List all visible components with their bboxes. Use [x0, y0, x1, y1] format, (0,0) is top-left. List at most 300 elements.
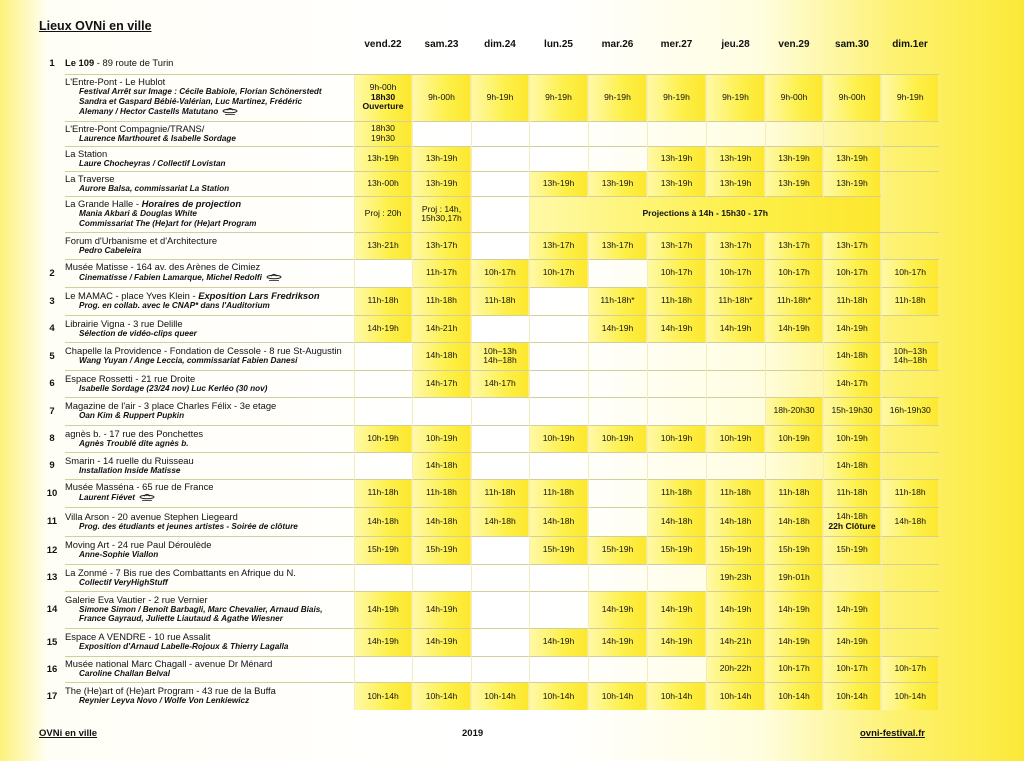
schedule-cell	[765, 591, 823, 628]
venue-subtitle	[65, 614, 354, 624]
schedule-time: 13h-17h	[601, 239, 634, 250]
schedule-time: 10h-14h	[836, 690, 868, 701]
schedule-cell	[881, 536, 939, 564]
schedule-cell	[529, 259, 588, 287]
schedule-time: 18h30	[371, 123, 395, 133]
schedule-time: 10h–13h	[893, 345, 927, 356]
schedule-time: 14h-17h	[836, 377, 868, 388]
venue-subtitle	[65, 301, 354, 311]
schedule-cell	[588, 507, 647, 536]
venue-name-text: Musée Matisse - 164 av. des Arènes de Cimiez	[65, 261, 261, 273]
venue-number: 5	[49, 350, 55, 362]
schedule-cell	[647, 74, 706, 121]
venue-name	[65, 632, 354, 642]
schedule-cell	[354, 397, 412, 425]
schedule-cell	[471, 479, 529, 507]
venue-name-highlight: Horaires de projection	[141, 198, 242, 210]
schedule-cell	[354, 259, 412, 287]
venue-subtitle-text: Oan Kim & Ruppert Pupkin	[79, 411, 185, 420]
venue-info	[65, 171, 354, 196]
venue-subtitle	[65, 384, 354, 394]
schedule-cell	[647, 315, 706, 342]
venue-name-text: La Grande Halle -	[65, 198, 142, 210]
footer-website-link[interactable]: ovni-festival.fr	[860, 728, 925, 739]
venue-name	[65, 319, 354, 329]
schedule-cell	[647, 259, 706, 287]
venue-name	[65, 174, 354, 184]
schedule-cell	[706, 259, 765, 287]
venue-row	[39, 121, 939, 146]
schedule-cell	[881, 370, 939, 397]
venue-subtitle-text: Prog. en collab. avec le CNAP* dans l'Auditorium	[79, 301, 270, 310]
schedule-cell	[765, 171, 823, 196]
venue-subtitle-text: Laure Chocheyras / Collectif Lovistan	[79, 158, 226, 168]
schedule-time: 14h-18h	[425, 350, 458, 361]
venue-name-text: Librairie Vigna - 3 rue Delille	[65, 317, 183, 329]
venue-subtitle	[65, 550, 354, 560]
schedule-cell	[706, 74, 765, 121]
venue-name-text: Villa Arson - 20 avenue Stephen Liegeard	[65, 510, 238, 522]
venue-subtitle-text: Collectif VeryHighStuff	[79, 577, 168, 587]
schedule-time: 10h–13h	[483, 345, 517, 356]
schedule-cell	[354, 425, 412, 452]
schedule-time: Projections à 14h - 15h30 - 17h	[642, 208, 769, 219]
schedule-cell	[529, 232, 588, 259]
schedule-time: 11h-18h	[426, 295, 457, 306]
schedule-time: 13h-19h	[778, 152, 810, 163]
schedule-time: 9h-19h	[663, 91, 690, 102]
venue-name-text: agnès b. - 17 rue des Ponchettes	[65, 427, 204, 439]
schedule-cell	[765, 479, 823, 507]
schedule-time: 14h-19h	[660, 603, 693, 614]
venue-name	[65, 374, 354, 384]
venue-name-text: L'Entre-Pont Compagnie/TRANS/	[65, 122, 205, 134]
schedule-time: 15h-19h30	[831, 405, 873, 416]
schedule-cell	[412, 507, 471, 536]
schedule-cell	[529, 507, 588, 536]
schedule-time: 13h-00h	[367, 177, 399, 188]
venue-info	[65, 370, 354, 397]
schedule-cell	[529, 287, 588, 315]
venue-subtitle	[65, 246, 354, 256]
schedule-cell	[588, 564, 647, 591]
schedule-cell	[823, 452, 881, 479]
schedule-cell	[412, 342, 471, 370]
schedule-time: 10h-19h	[836, 432, 868, 443]
footer-left[interactable]: OVNi en ville	[39, 728, 98, 739]
schedule-time: 14h-18h	[542, 515, 575, 526]
schedule-cell	[471, 452, 529, 479]
venue-name	[65, 124, 354, 134]
schedule-time: 13h-19h	[660, 177, 693, 188]
venue-info	[65, 121, 354, 146]
schedule-time: 14h-19h	[836, 603, 868, 614]
schedule-cell	[706, 564, 765, 591]
venue-row	[39, 171, 939, 196]
schedule-time: 9h-19h	[722, 91, 749, 102]
schedule-time: 11h-18h*	[776, 295, 812, 306]
schedule-cell	[354, 146, 412, 171]
schedule-cell	[529, 452, 588, 479]
schedule-time: 11h-18h	[720, 487, 751, 498]
schedule-time: 14h-18h	[778, 515, 810, 526]
schedule-cell	[881, 507, 939, 536]
schedule-cell	[881, 171, 939, 196]
day-header: mer.27	[660, 38, 693, 50]
schedule-time: 16h-19h30	[889, 405, 931, 416]
schedule-time: 10h-17h	[894, 663, 927, 674]
venue-subtitle	[65, 97, 354, 107]
venue-info	[65, 507, 354, 536]
schedule-time: 11h-18h	[661, 295, 692, 306]
schedule-time: 10h-17h	[836, 663, 868, 674]
schedule-time: 10h-17h	[484, 267, 516, 278]
venue-row	[39, 315, 939, 342]
schedule-cell	[765, 342, 823, 370]
schedule-time: 14h-18h	[894, 515, 927, 526]
venue-subtitle	[65, 219, 354, 229]
venue-subtitle	[65, 411, 354, 421]
venue-number: 3	[49, 295, 55, 307]
venue-group-address: - 89 route de Turin	[94, 57, 174, 69]
schedule-time: 11h-18h	[836, 295, 868, 306]
day-header: ven.29	[778, 38, 810, 50]
schedule-cell	[529, 370, 588, 397]
venue-name	[65, 595, 354, 605]
venue-row	[39, 564, 939, 591]
venue-name	[65, 568, 354, 578]
venue-subtitle	[65, 578, 354, 588]
schedule-time: 13h-19h	[836, 152, 868, 163]
schedule-time: 11h-17h	[426, 267, 457, 278]
schedule-time: 13h-17h	[778, 239, 810, 250]
schedule-cell	[412, 171, 471, 196]
schedule-time: 13h-19h	[425, 152, 458, 163]
venue-name	[65, 236, 354, 246]
schedule-time: 11h-18h	[484, 295, 516, 306]
schedule-cell	[529, 171, 588, 196]
schedule-cell	[647, 146, 706, 171]
schedule-cell	[765, 452, 823, 479]
venue-name	[65, 456, 354, 466]
venue-number: 1	[49, 58, 55, 69]
schedule-cell	[529, 397, 588, 425]
schedule-time: 13h-19h	[367, 152, 399, 163]
schedule-cell	[412, 146, 471, 171]
schedule-time: 10h-17h	[660, 267, 693, 278]
day-header: jeu.28	[721, 38, 750, 50]
venue-info	[65, 479, 354, 507]
venue-subtitle	[65, 669, 354, 679]
venue-row	[39, 591, 939, 628]
schedule-cell	[471, 536, 529, 564]
schedule-time: 13h-19h	[542, 177, 575, 188]
schedule-cell	[354, 452, 412, 479]
schedule-time: 10h-17h	[542, 267, 575, 278]
venue-subtitle	[65, 492, 354, 504]
schedule-time: 14h-19h	[601, 636, 634, 647]
venue-subtitle	[65, 209, 354, 219]
schedule-time: 14h-18h	[836, 459, 868, 470]
venue-number	[39, 146, 65, 171]
schedule-time: 14h-19h	[719, 603, 752, 614]
schedule-time: 11h-18h*	[718, 295, 753, 306]
schedule-cell	[647, 425, 706, 452]
schedule-cell	[706, 628, 765, 656]
schedule-time: 11h-18h*	[600, 295, 635, 306]
schedule-cell	[647, 591, 706, 628]
schedule-time: 14h-19h	[601, 322, 634, 333]
schedule-cell	[706, 479, 765, 507]
schedule-cell	[588, 628, 647, 656]
venue-subtitle-text: Pedro Cabeleira	[79, 245, 142, 255]
schedule-time: 14h-19h	[367, 322, 399, 333]
schedule-cell	[706, 656, 765, 682]
schedule-cell	[647, 342, 706, 370]
schedule-time: 9h-00h	[369, 82, 397, 93]
schedule-time: 15h-19h	[778, 544, 810, 555]
venue-name	[65, 401, 354, 411]
schedule-time: 13h-17h	[542, 239, 575, 250]
schedule-time: 10h-14h	[894, 690, 927, 701]
venue-info	[65, 628, 354, 656]
schedule-cell	[881, 628, 939, 656]
schedule-cell	[588, 232, 647, 259]
schedule-cell	[706, 397, 765, 425]
venue-subtitle	[65, 106, 354, 118]
venue-number	[39, 232, 65, 259]
schedule-cell	[412, 74, 471, 121]
schedule-cell	[647, 536, 706, 564]
schedule-cell	[765, 74, 823, 121]
day-header: sam.30	[835, 38, 869, 50]
schedule-cell	[471, 564, 529, 591]
venue-info	[65, 196, 354, 232]
schedule-cell	[647, 452, 706, 479]
schedule-time: 19h30	[371, 132, 395, 143]
venue-info	[65, 315, 354, 342]
schedule-time: 13h-19h	[601, 177, 634, 188]
venue-row	[39, 656, 939, 682]
venue-row	[39, 452, 939, 479]
schedule-cell	[765, 564, 823, 591]
schedule-time: 13h-19h	[778, 177, 810, 188]
schedule-cell	[823, 121, 881, 146]
venue-name	[65, 686, 354, 696]
schedule-cell	[823, 656, 881, 682]
schedule-cell	[823, 682, 881, 710]
schedule-time: 10h-19h	[778, 432, 810, 443]
venue-name-text: The (He)art of (He)art Program - 43 rue de la Buffa	[65, 685, 276, 697]
schedule-cell	[765, 536, 823, 564]
schedule-cell	[412, 591, 471, 628]
schedule-cell	[471, 628, 529, 656]
venue-row	[39, 628, 939, 656]
venue-name	[65, 482, 354, 492]
schedule-time: 14h-19h	[778, 322, 810, 333]
schedule-cell	[412, 536, 471, 564]
venue-name	[65, 149, 354, 159]
schedule-cell	[706, 425, 765, 452]
venue-subtitle	[65, 87, 354, 97]
schedule-time: 14h-17h	[484, 377, 516, 388]
schedule-cell	[765, 397, 823, 425]
schedule-cell	[588, 425, 647, 452]
schedule-cell	[354, 564, 412, 591]
schedule-time: 14h-18h	[425, 459, 458, 470]
schedule-cell	[881, 656, 939, 682]
schedule-time: 14h-19h	[367, 603, 399, 614]
schedule-time: 18h-20h30	[773, 405, 815, 416]
schedule-cell	[412, 628, 471, 656]
schedule-cell	[471, 121, 529, 146]
schedule-cell	[471, 259, 529, 287]
schedule-cell	[471, 342, 529, 370]
venue-row	[39, 232, 939, 259]
schedule-cell	[765, 232, 823, 259]
schedule-cell	[881, 452, 939, 479]
schedule-cell	[529, 682, 588, 710]
day-header: vend.22	[364, 38, 402, 50]
venue-info	[65, 656, 354, 682]
schedule-cell	[412, 259, 471, 287]
schedule-time: 14h-19h	[778, 603, 810, 614]
venue-info	[65, 259, 354, 287]
venue-subtitle-text: Laurent Fiévet	[79, 493, 135, 503]
venue-info	[65, 397, 354, 425]
venue-subtitle	[65, 184, 354, 194]
schedule-cell	[354, 507, 412, 536]
schedule-time: 11h-18h	[426, 487, 457, 498]
schedule-cell	[354, 479, 412, 507]
venue-name-text: Espace Rossetti - 21 rue Droite	[65, 372, 196, 384]
schedule-time: 14h-21h	[719, 636, 752, 647]
venue-row	[39, 74, 939, 121]
venue-name-text: Musée Masséna - 65 rue de France	[65, 481, 214, 493]
schedule-cell	[823, 425, 881, 452]
venue-subtitle-text: Alemany / Hector Castells Matutano	[79, 107, 219, 117]
schedule-time: 10h-19h	[542, 432, 575, 443]
venue-info	[65, 74, 354, 121]
schedule-time: 14h-19h	[778, 636, 810, 647]
venue-subtitle	[65, 134, 354, 144]
venue-name-text: La Traverse	[65, 172, 115, 184]
schedule-time: 13h-19h	[719, 152, 752, 163]
schedule-cell	[765, 370, 823, 397]
venue-group-row	[39, 53, 939, 74]
schedule-cell	[588, 656, 647, 682]
schedule-cell	[412, 564, 471, 591]
venue-row	[39, 479, 939, 507]
schedule-time: 15h-19h	[367, 544, 399, 555]
schedule-cell	[529, 591, 588, 628]
schedule-time: 9h-00h	[838, 91, 866, 102]
schedule-cell	[529, 628, 588, 656]
schedule-time: 13h-17h	[660, 239, 693, 250]
schedule-time: 14h-19h	[425, 603, 458, 614]
schedule-cell	[823, 564, 881, 591]
schedule-table	[39, 30, 939, 710]
venue-subtitle	[65, 329, 354, 339]
schedule-cell	[471, 682, 529, 710]
venue-row	[39, 259, 939, 287]
venue-row	[39, 507, 939, 536]
venue-info	[65, 342, 354, 370]
schedule-cell	[412, 479, 471, 507]
ufo-icon	[266, 272, 282, 284]
schedule-time: 14h-17h	[425, 377, 458, 388]
schedule-cell	[647, 479, 706, 507]
schedule-cell	[354, 591, 412, 628]
schedule-time: 14h-19h	[542, 636, 575, 647]
venue-info	[65, 591, 354, 628]
schedule-time: 19h-23h	[719, 571, 752, 582]
schedule-time: 11h-18h	[367, 295, 399, 306]
schedule-cell	[647, 287, 706, 315]
venue-subtitle-text: Commissariat The (He)art for (He)art Program	[79, 218, 257, 228]
schedule-cell	[706, 315, 765, 342]
schedule-time: 11h-18h	[836, 487, 868, 498]
schedule-time: 15h-19h	[719, 544, 752, 555]
schedule-time: 13h-19h	[836, 177, 868, 188]
schedule-cell	[765, 425, 823, 452]
venue-number: 7	[49, 405, 55, 417]
schedule-time: 18h30 Ouverture	[362, 91, 404, 112]
schedule-cell	[529, 425, 588, 452]
schedule-cell	[881, 287, 939, 315]
venue-name	[65, 659, 354, 669]
schedule-time: 13h-21h	[367, 239, 399, 250]
schedule-cell	[823, 536, 881, 564]
venue-number: 9	[49, 460, 55, 471]
schedule-time: 15h-19h	[660, 544, 693, 555]
venue-subtitle	[65, 642, 354, 652]
venue-info	[65, 287, 354, 315]
schedule-cell	[647, 682, 706, 710]
venue-name-text: Chapelle la Providence - Fondation de Cessole - 8 rue St-Augustin	[65, 345, 342, 357]
schedule-time: 10h-17h	[836, 267, 868, 278]
venue-subtitle-text: Exposition d'Arnaud Labelle-Rojoux & Thierry Lagalla	[79, 642, 289, 651]
venue-row	[39, 682, 939, 710]
venue-number	[39, 121, 65, 146]
schedule-cell	[881, 232, 939, 259]
schedule-cell	[647, 628, 706, 656]
schedule-time: 14h-19h	[367, 636, 399, 647]
schedule-time: 13h-17h	[836, 239, 868, 250]
venue-info	[65, 146, 354, 171]
schedule-time: Proj : 20h	[364, 208, 402, 219]
schedule-time: 10h-19h	[367, 432, 399, 443]
schedule-cell	[471, 196, 529, 232]
venue-name-text: Smarin - 14 ruelle du Ruisseau	[65, 454, 194, 466]
schedule-cell	[588, 74, 647, 121]
schedule-cell	[823, 74, 881, 121]
schedule-cell	[881, 342, 939, 370]
schedule-cell	[354, 287, 412, 315]
schedule-cell	[588, 397, 647, 425]
schedule-cell	[647, 397, 706, 425]
schedule-cell	[412, 196, 471, 232]
schedule-time: 14h–18h	[893, 355, 927, 365]
schedule-time: 9h-19h	[486, 91, 514, 102]
schedule-time: Proj : 14h,	[421, 203, 462, 214]
schedule-time: 14h-18h	[660, 515, 693, 526]
venue-number: 4	[49, 323, 55, 334]
schedule-cell	[647, 171, 706, 196]
schedule-cell	[823, 315, 881, 342]
schedule-time: 11h-18h	[894, 295, 926, 306]
schedule-cell	[471, 656, 529, 682]
